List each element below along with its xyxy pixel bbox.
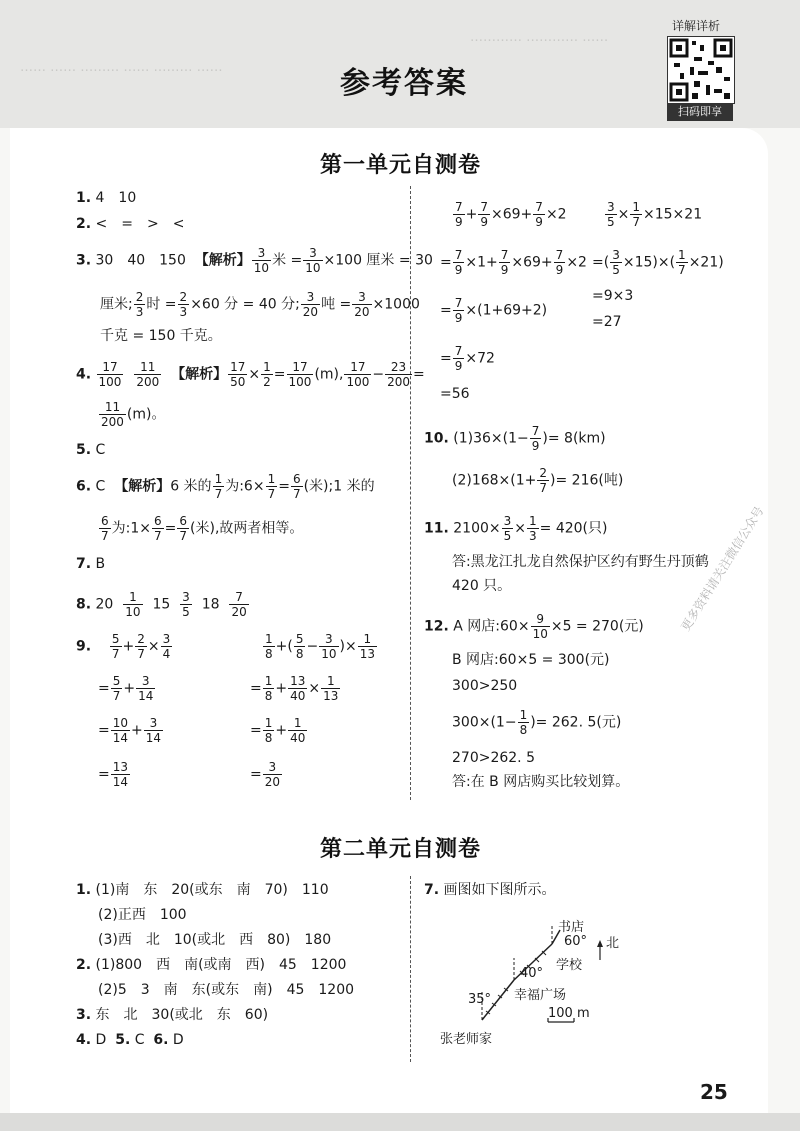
column-divider <box>410 876 411 1062</box>
answer-12-step: 答:在 B 网店购买比较划算。 <box>452 774 630 790</box>
fraction: $\frac{9}{10}$ <box>532 612 548 641</box>
answer-1: 1. 4 10 <box>76 190 137 206</box>
answer-3-end: 千克 = 150 千克。 <box>100 328 222 344</box>
fraction: $\frac{17}{100}$ <box>98 360 122 389</box>
answer-9-c-step: = $\frac{7}{9}$ ×72 <box>440 344 495 373</box>
answer-6-cont: $\frac{6}{7}$ 为:1× $\frac{6}{7}$ = $\frac{6}{7}$ (米),故两者相等。 <box>101 514 304 543</box>
answer-9-d: $\frac{3}{5}$ × $\frac{1}{7}$ ×15×21 <box>607 200 703 229</box>
label-angle-40: 40° <box>520 966 544 981</box>
answer-12-step: 300>250 <box>452 678 518 694</box>
answer-9-step: = $\frac{10}{14}$ + $\frac{3}{14}$ <box>98 716 162 745</box>
answer-9-c-step: = $\frac{7}{9}$ ×(1+69+2) <box>440 296 548 325</box>
fraction: $\frac{3}{10}$ <box>253 246 270 275</box>
fraction: $\frac{17}{50}$ <box>230 360 246 389</box>
fraction: $\frac{7}{9}$ <box>555 248 564 277</box>
label-north: 北 <box>606 936 620 951</box>
answer-12-step: 270>262. 5 <box>452 750 535 766</box>
fraction: $\frac{1}{13}$ <box>323 674 339 703</box>
answer-7: 7. B <box>76 556 106 572</box>
fraction: $\frac{1}{7}$ <box>632 200 641 229</box>
unit2-title: 第二单元自测卷 <box>320 837 482 862</box>
fraction: $\frac{6}{7}$ <box>154 514 162 543</box>
fraction: $\frac{10}{14}$ <box>112 716 129 745</box>
label-scale: 100 m <box>548 1006 590 1021</box>
fraction: $\frac{7}{9}$ <box>454 296 463 325</box>
fraction: $\frac{6}{7}$ <box>179 514 188 543</box>
fraction: $\frac{1}{8}$ <box>265 632 273 661</box>
fraction: $\frac{13}{14}$ <box>112 760 129 789</box>
fraction: $\frac{3}{5}$ <box>607 200 615 229</box>
answer-9-c-step: =56 <box>440 386 470 402</box>
answer-9-step: = $\frac{5}{7}$ + $\frac{3}{14}$ <box>98 674 154 703</box>
fraction: $\frac{1}{8}$ <box>264 674 273 703</box>
answer-4-cont: $\frac{11}{200}$ (m)。 <box>101 400 166 429</box>
fraction: $\frac{1}{7}$ <box>267 472 276 501</box>
fraction: $\frac{17}{100}$ <box>288 360 312 389</box>
answer-10-b: (2)168×(1+ $\frac{2}{7}$ )= 216(吨) <box>452 466 624 495</box>
fraction: $\frac{7}{9}$ <box>454 344 463 373</box>
bleed-through-text: ………… ………… …… <box>470 30 609 45</box>
unit2-answer-4: 4. D 5. C 6. D <box>76 1032 184 1048</box>
fraction: $\frac{3}{10}$ <box>305 246 321 275</box>
fraction: $\frac{2}{3}$ <box>179 290 188 319</box>
fraction: $\frac{5}{7}$ <box>112 674 121 703</box>
answer-3: 3. 30 40 150 【解析】 $\frac{3}{10}$ 米 = $\frac{3}{10}$ ×100 厘米 = 30 <box>76 246 433 275</box>
label-square: 幸福广场 <box>514 988 567 1003</box>
fraction: $\frac{5}{7}$ <box>111 632 120 661</box>
fraction: $\frac{17}{100}$ <box>346 360 370 389</box>
unit2-answer-1: 1. (1)南 东 20(或东 南 70) 110 <box>76 882 329 898</box>
label-school: 学校 <box>556 958 583 973</box>
fraction: $\frac{2}{7}$ <box>539 466 548 495</box>
column-divider <box>410 186 411 800</box>
unit2-answer-2-b: (2)5 3 南 东(或东 南) 45 1200 <box>98 982 355 998</box>
label-teacher-home: 张老师家 <box>440 1032 493 1047</box>
answer-9-c: $\frac{7}{9}$ + $\frac{7}{9}$ ×69+ $\frac{7}{9}$ ×2 <box>455 200 567 229</box>
answer-9-d-step: =9×3 <box>592 288 634 304</box>
page-title: 参考答案 <box>340 66 468 101</box>
bleed-through-text: …… …… ……… …… ……… …… <box>20 60 223 75</box>
fraction: $\frac{7}{9}$ <box>500 248 509 277</box>
unit2-answer-3: 3. 东 北 30(或北 东 60) <box>76 1007 269 1023</box>
answer-11-text: 答:黑龙江扎龙自然保护区约有野生丹顶鹤 <box>452 554 709 570</box>
fraction: $\frac{1}{8}$ <box>264 716 273 745</box>
fraction: $\frac{3}{5}$ <box>182 590 190 619</box>
answer-9-d-step: =27 <box>592 314 622 330</box>
fraction: $\frac{3}{20}$ <box>264 760 281 789</box>
answer-11-text: 420 只。 <box>452 578 512 594</box>
label-angle-35: 35° <box>468 992 492 1007</box>
fraction: $\frac{2}{7}$ <box>137 632 145 661</box>
unit2-answer-2: 2. (1)800 西 南(或南 西) 45 1200 <box>76 957 347 973</box>
north-arrow-head <box>597 940 603 947</box>
fraction: $\frac{11}{200}$ <box>136 360 160 389</box>
direction-diagram <box>440 920 640 1047</box>
fraction: $\frac{1}{7}$ <box>678 248 686 277</box>
unit2-answer-1-b: (2)正西 100 <box>98 907 187 923</box>
unit1-title: 第一单元自测卷 <box>320 153 482 178</box>
fraction: $\frac{13}{40}$ <box>290 674 306 703</box>
answer-12-step: B 网店:60×5 = 300(元) <box>452 652 610 668</box>
answer-8: 8. 20 $\frac{1}{10}$ 15 $\frac{3}{5}$ 18 $\frac{7}{20}$ <box>76 590 247 619</box>
answer-9-b: $\frac{1}{8}$ +( $\frac{5}{8}$ − $\frac{3}{10}$ )× $\frac{1}{13}$ <box>265 632 375 661</box>
fraction: $\frac{7}{9}$ <box>455 200 463 229</box>
fraction: $\frac{3}{10}$ <box>321 632 337 661</box>
answer-12: 12. A 网店:60× $\frac{9}{10}$ ×5 = 270(元) <box>424 612 644 641</box>
fraction: $\frac{5}{8}$ <box>295 632 304 661</box>
fraction: $\frac{7}{9}$ <box>454 248 463 277</box>
fraction: $\frac{3}{20}$ <box>354 290 370 319</box>
watermark-stamp: 更多资料请关注微信公众号 <box>678 503 767 634</box>
qr-scan-label: 扫码即享 <box>667 103 733 121</box>
answer-9-c-step: = $\frac{7}{9}$ ×1+ $\frac{7}{9}$ ×69+ $\frac{7}{9}$ ×2 <box>440 248 587 277</box>
label-bookstore: 书店 <box>558 920 585 935</box>
answer-9-b-step: = $\frac{1}{8}$ + $\frac{13}{40}$ × $\frac{1}{13}$ <box>250 674 339 703</box>
answer-9-d-step: =( $\frac{3}{5}$ ×15)×( $\frac{1}{7}$ ×21) <box>592 248 724 277</box>
fraction: $\frac{2}{3}$ <box>135 290 144 319</box>
answer-4: 4. $\frac{17}{100}$ $\frac{11}{200}$ 【解析】 $\frac{17}{50}$ × $\frac{1}{2}$ = $\frac{17}{100}$ (m), $\frac{17}{100}$ − $\frac{23}{200}$ = <box>76 360 425 389</box>
answer-10: 10. (1)36×(1− $\frac{7}{9}$ )= 8(km) <box>424 424 606 453</box>
fraction: $\frac{7}{20}$ <box>231 590 247 619</box>
fraction: $\frac{1}{8}$ <box>519 708 528 737</box>
fraction: $\frac{3}{14}$ <box>138 674 154 703</box>
footer-band <box>0 1113 800 1131</box>
fraction: $\frac{7}{9}$ <box>531 424 540 453</box>
qr-code[interactable] <box>667 36 735 104</box>
qr-label: 详解详析 <box>672 19 721 33</box>
fraction: $\frac{1}{13}$ <box>359 632 375 661</box>
page-number: 25 <box>700 1080 728 1104</box>
fraction: $\frac{11}{200}$ <box>101 400 124 429</box>
fraction: $\frac{3}{14}$ <box>145 716 162 745</box>
fraction: $\frac{7}{9}$ <box>535 200 543 229</box>
fraction: $\frac{23}{200}$ <box>387 360 410 389</box>
qr-code-icon <box>668 37 734 103</box>
fraction: $\frac{6}{7}$ <box>292 472 301 501</box>
fraction: $\frac{1}{40}$ <box>290 716 306 745</box>
answer-9-step: = $\frac{13}{14}$ <box>98 760 129 789</box>
fraction: $\frac{1}{7}$ <box>214 472 223 501</box>
answer-12-step: 300×(1− $\frac{1}{8}$ )= 262. 5(元) <box>452 708 622 737</box>
answer-5: 5. C <box>76 442 106 458</box>
fraction: $\frac{6}{7}$ <box>101 514 109 543</box>
answer-11: 11. 2100× $\frac{3}{5}$ × $\frac{1}{3}$ = 420(只) <box>424 514 608 543</box>
fraction: $\frac{3}{5}$ <box>612 248 620 277</box>
fraction: $\frac{3}{20}$ <box>302 290 319 319</box>
fraction: $\frac{7}{9}$ <box>480 200 489 229</box>
answer-3-cont: 厘米; $\frac{2}{3}$ 时 = $\frac{2}{3}$ ×60 分 = 40 分; $\frac{3}{20}$ 吨 = $\frac{3}{20}$ ×1000 <box>100 290 420 319</box>
fraction: $\frac{1}{10}$ <box>125 590 141 619</box>
answer-2: 2. < = > < <box>76 216 185 232</box>
fraction: $\frac{1}{2}$ <box>263 360 271 389</box>
answer-9-b-step: = $\frac{3}{20}$ <box>250 760 281 789</box>
unit2-answer-7: 7. 画图如下图所示。 <box>424 882 556 898</box>
fraction: $\frac{3}{4}$ <box>162 632 171 661</box>
answer-9-b-step: = $\frac{1}{8}$ + $\frac{1}{40}$ <box>250 716 306 745</box>
answer-6: 6. C 【解析】6 米的 $\frac{1}{7}$ 为:6× $\frac{1}{7}$ = $\frac{6}{7}$ (米);1 米的 <box>76 472 375 501</box>
fraction: $\frac{3}{5}$ <box>503 514 512 543</box>
label-angle-60: 60° <box>564 934 588 949</box>
unit2-answer-1-c: (3)西 北 10(或北 西 80) 180 <box>98 932 332 948</box>
answer-9: 9. $\frac{5}{7}$ + $\frac{2}{7}$ × $\frac{3}{4}$ <box>76 632 171 661</box>
fraction: $\frac{1}{3}$ <box>529 514 537 543</box>
